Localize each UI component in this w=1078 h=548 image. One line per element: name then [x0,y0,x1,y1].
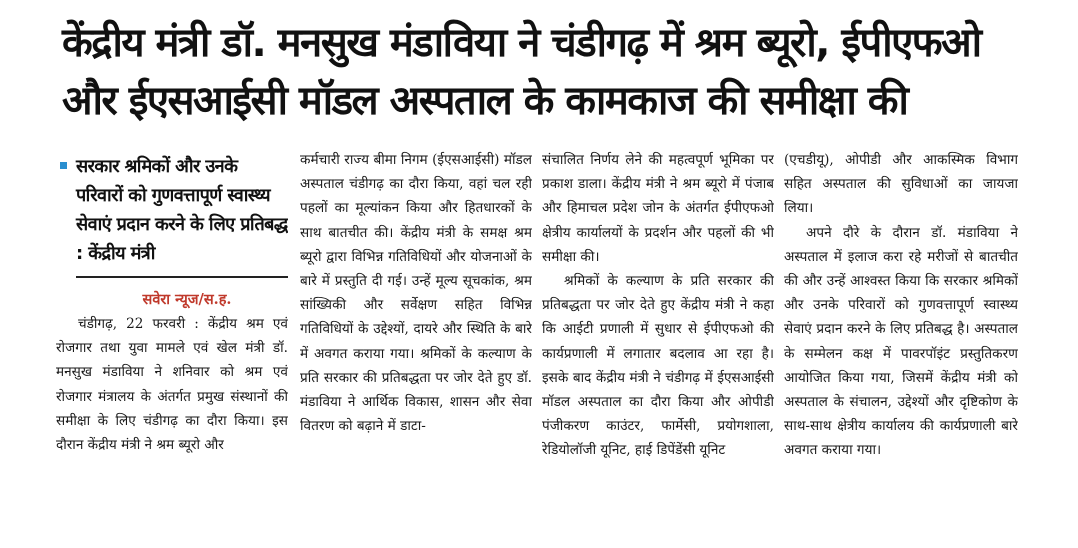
column-4-paragraph-2: अपने दौरे के दौरान डॉ. मंडाविया ने अस्पताल में इलाज करा रहे मरीजों से बातचीत की और उन्हें आश्वस्त किया कि सरकार श्रमिकों और उनके परिवारों को गुणवत्तापूर्ण स्वास्थ्य सेवाएं प्रदान करने के लिए प्रतिबद्ध है। अस्पताल के सम्मेलन कक्ष में पावरपॉइंट प्रस्तुतिकरण आयोजित किया गया, जिसमें केंद्रीय मंत्री को अस्पताल के संचालन, उद्देश्यों और दृष्टिकोण के साथ-साथ क्षेत्रीय कार्यालय की कार्यप्रणाली बारे अवगत कराया गया। [784,224,1018,459]
column-3-paragraph-2: श्रमिकों के कल्याण के प्रति सरकार की प्रतिबद्धता पर जोर देते हुए केंद्रीय मंत्री ने कहा कि आईटी प्रणाली में सुधार से ईपीएफओ की कार्यप्रणाली में लगातार बदलाव आ रहा है। इसके बाद केंद्रीय मंत्री ने चंडीगढ़ में ईएसआईसी मॉडल अस्पताल का दौरा किया और ओपीडी पंजीकरण काउंटर, फार्मेसी, प्रयोगशाला, रेडियोलॉजी यूनिट, हाई डिपेंडेंसी यूनिट [542,273,774,459]
highlight-text: सरकार श्रमिकों और उनके परिवारों को गुणवत्तापूर्ण स्वास्थ्य सेवाएं प्रदान करने के लिए प्रतिबद्ध : केंद्रीय मंत्री [76,156,288,264]
byline: सवेरा न्यूज/स.ह. [142,291,232,308]
column-3-paragraph-1: संचालित निर्णय लेने की महत्वपूर्ण भूमिका पर प्रकाश डाला। केंद्रीय मंत्री ने श्रम ब्यूरो में पंजाब और हिमाचल प्रदेश जोन के अंतर्गत ईपीएफओ क्षेत्रीय कार्यालयों के प्रदर्शन और पहलों की भी समीक्षा की। [542,152,774,265]
column-1 [56,148,288,540]
headline [62,14,1062,130]
square-bullet-icon [60,162,67,169]
divider [76,276,288,278]
headline-line-2: और ईएसआईसी मॉडल अस्पताल के कामकाज की समीक्षा की [62,78,908,124]
column-1-text: चंडीगढ़, 22 फरवरी : केंद्रीय श्रम एवं रोजगार तथा युवा मामले एवं खेल मंत्री डॉ. मनसुख मंडाविया ने शनिवार को श्रम एवं रोजगार मंत्रालय के अंतर्गत प्रमुख संस्थानों की समीक्षा के लिए चंडीगढ़ का दौरा किया। इस दौरान केंद्रीय मंत्री ने श्रम ब्यूरो और [56,316,288,454]
column-2 [300,148,532,540]
highlight-box [56,152,288,268]
column-4 [784,148,1018,540]
column-2-text: कर्मचारी राज्य बीमा निगम (ईएसआईसी) मॉडल अस्पताल चंडीगढ़ का दौरा किया, वहां चल रही पहलों का मूल्यांकन किया और हितधारकों के साथ बातचीत की। केंद्रीय मंत्री के समक्ष श्रम ब्यूरो द्वारा विभिन्न गतिविधियों और योजनाओं के बारे में प्रस्तुति दी गई। उन्हें मूल्य सूचकांक, श्रम सांख्यिकी और सर्वेक्षण सहित विभिन्न गतिविधियों के उद्देश्यों, दायरे और स्थिति के बारे में अवगत कराया गया। श्रमिकों के कल्याण के प्रति सरकार की प्रतिबद्धता पर जोर देते हुए डॉ. मंडाविया ने आर्थिक विकास, शासन और सेवा वितरण को बढ़ाने में डाटा- [300,152,532,435]
article-body [56,148,1018,540]
headline-line-1: केंद्रीय मंत्री डॉ. मनसुख मंडाविया ने चंडीगढ़ में श्रम ब्यूरो, ईपीएफओ [62,20,981,66]
column-3 [542,148,774,540]
column-4-paragraph-1: (एचडीयू), ओपीडी और आकस्मिक विभाग सहित अस्पताल की सुविधाओं का जायजा लिया। [784,152,1018,217]
